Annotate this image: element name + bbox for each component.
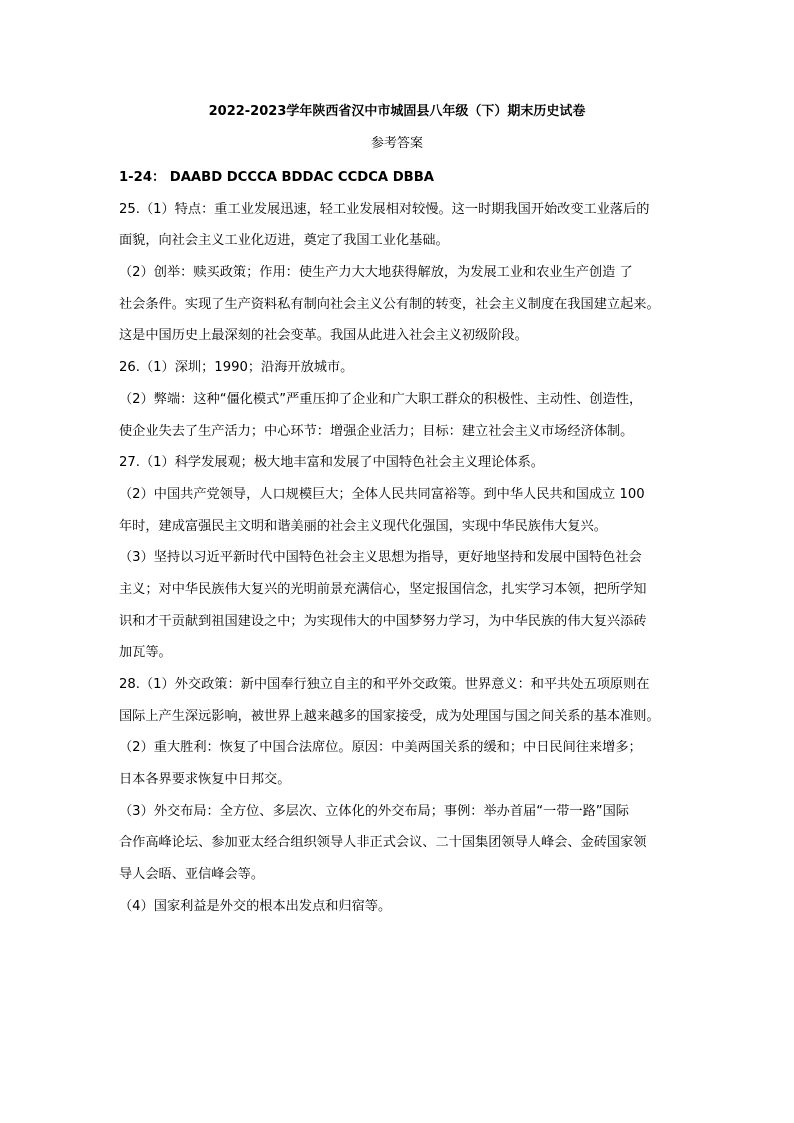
answer-line-28-4: （4）国家利益是外交的根本出发点和归宿等。 [119,898,392,914]
document-title: 2022-2023学年陕西省汉中市城固县八年级（下）期末历史试卷 [208,104,586,119]
answer-line-28-3c: 导人会晤、亚信峰会等。 [119,867,265,883]
answer-line-28-1: 28.（1）外交政策：新中国奉行独立自主的和平外交政策。世界意义：和平共处五项原则在 [119,677,650,692]
answer-line-27-3c: 识和才干贡献到祖国建设之中；为实现伟大的中国梦努力学习，为中华民族的伟大复兴添砖 [119,613,647,629]
answer-line-27-3b: 主义；对中华民族伟大复兴的光明前景充满信心，坚定报国信念，扎实学习本领，把所学知 [119,581,647,597]
answer-content [119,162,679,923]
answer-line-25-1: 25.（1）特点：重工业发展迅速，轻工业发展相对较慢。这一时期我国开始改变工业落后的 [119,201,650,217]
answer-line-25-1b: 面貌，向社会主义工业化迈进，奠定了我国工业化基础。 [119,233,449,249]
answer-line-26-2: （2）弊端：这种“僵化模式”严重压抑了企业和广大职工群众的积极性、主动性、创造性， [119,391,643,407]
answer-line-27-3d: 加瓦等。 [119,645,172,661]
answer-line-27-2b: 年时，建成富强民主文明和谐美丽的社会主义现代化强国，实现中华民族伟大复兴。 [119,518,607,534]
answer-line-27-1: 27.（1）科学发展观；极大地丰富和发展了中国特色社会主义理论体系。 [119,455,544,471]
answer-line-26-2b: 使企业失去了生产活力；中心环节：增强企业活力；目标：建立社会主义市场经济体制。 [119,423,634,439]
answer-line-25-2c: 这是中国历史上最深刻的社会变革。我国从此进入社会主义初级阶段。 [119,328,528,344]
answer-line-25-2: （2）创举：赎买政策；作用：使生产力大大地获得解放，为发展工业和农业生产创造 了 [119,265,633,281]
answer-line-27-2: （2）中国共产党领导，人口规模巨大；全体人民共同富裕等。到中华人民共和国成立 100 [119,486,645,502]
answer-line-28-2b: 日本各界要求恢复中日邦交。 [119,772,291,788]
answer-line-28-1b: 国际上产生深远影响，被世界上越来越多的国家接受，成为处理国与国之间关系的基本准则。 [119,708,660,724]
answer-line-25-2b: 社会条件。实现了生产资料私有制向社会主义公有制的转变，社会主义制度在我国建立起来。 [119,296,660,312]
answer-line-26-1: 26.（1）深圳；1990；沿海开放城市。 [119,360,354,376]
document-subtitle: 参考答案 [370,136,423,151]
answer-line-28-3b: 合作高峰论坛、参加亚太经合组织领导人非正式会议、二十国集团领导人峰会、金砖国家领 [119,835,647,851]
answer-line-28-3: （3）外交布局：全方位、多层次、立体化的外交布局；事例：举办首届“一带一路”国际 [119,803,629,819]
answer-line-28-2: （2）重大胜利：恢复了中国合法席位。原因：中美两国关系的缓和；中日民间往来增多； [119,740,642,756]
answer-line-27-3: （3）坚持以习近平新时代中国特色社会主义思想为指导，更好地坚持和发展中国特色社会 [119,550,642,566]
answer-line-choice: 1-24： DAABD DCCCA BDDAC CCDCA DBBA [119,170,434,185]
